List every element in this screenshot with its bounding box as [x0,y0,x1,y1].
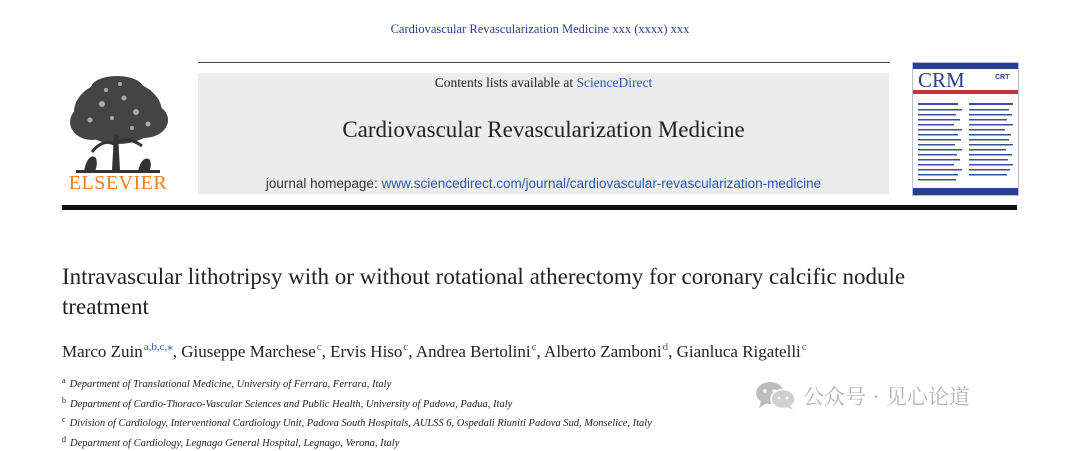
affiliation-item [62,432,842,451]
affiliation-key: b [62,396,66,405]
author-affiliation-marker[interactable]: c [532,341,537,353]
author-affiliation-marker[interactable]: c [802,341,807,353]
author-affiliation-marker[interactable]: c [317,341,322,353]
running-header: Cardiovascular Revascularization Medicine xxx (xxxx) xxx [0,22,1080,37]
author-list [62,340,1062,362]
affiliation-text: Department of Cardio-Thoraco-Vascular Sciences and Public Health, University of Padova, Padua, Italy [70,399,512,410]
author-separator: , [668,342,677,361]
journal-homepage-link[interactable]: www.sciencedirect.com/journal/cardiovascular-revascularization-medicine [381,176,821,191]
affiliation-list [62,373,842,451]
journal-cover-image[interactable] [912,62,1019,196]
author-affiliation-marker[interactable]: d [663,341,669,353]
affiliation-item [62,393,842,413]
cover-acronym: CRM [918,68,965,92]
masthead-top-rule [198,62,890,63]
author-affiliation-marker[interactable]: c [403,341,408,353]
homepage-line [198,176,889,191]
author-separator: , [173,342,182,361]
affiliation-text: Department of Cardiology, Legnago General Hospital, Legnago, Verona, Italy [70,438,399,449]
affiliation-text: Department of Translational Medicine, University of Ferrara, Ferrara, Italy [70,379,392,390]
author-name[interactable]: Ervis Hiso [330,342,402,361]
watermark [755,381,970,411]
author-name[interactable]: Alberto Zamboni [544,342,662,361]
publisher-name: ELSEVIER [62,172,174,195]
affiliation-key: a [62,376,66,385]
watermark-text: 公众号 · 见心论道 [803,381,970,411]
author-separator: , [536,342,544,361]
author-name[interactable]: Marco Zuin [62,342,143,361]
journal-title: Cardiovascular Revascularization Medicine [198,117,889,143]
author-name[interactable]: Andrea Bertolini [416,342,531,361]
wechat-icon [755,381,797,411]
sciencedirect-link[interactable]: ScienceDirect [577,75,653,90]
contents-prefix: Contents lists available at [435,75,577,90]
contents-line [198,75,889,91]
affiliation-key: d [62,435,66,444]
author-affiliation-marker[interactable]: a,b,c,⁎ [144,341,173,353]
cover-badge: CRT [995,74,1010,81]
affiliation-item [62,373,842,393]
author-name[interactable]: Gianluca Rigatelli [677,342,801,361]
article-title: Intravascular lithotripsy with or without rotational atherectomy for coronary calcific nodule treatment [62,262,962,322]
author-separator: , [408,342,416,361]
affiliation-text: Division of Cardiology, Interventional Cardiology Unit, Padova South Hospitals, AULSS 6, Ospedali Riuniti Padova Sud, Monselice, Italy [70,418,652,429]
author-name[interactable]: Giuseppe Marchese [181,342,316,361]
author-separator: , [322,342,331,361]
affiliation-key: c [62,415,66,424]
homepage-prefix: journal homepage: [266,176,382,191]
masthead-bottom-rule [62,205,1017,210]
affiliation-item [62,412,842,432]
